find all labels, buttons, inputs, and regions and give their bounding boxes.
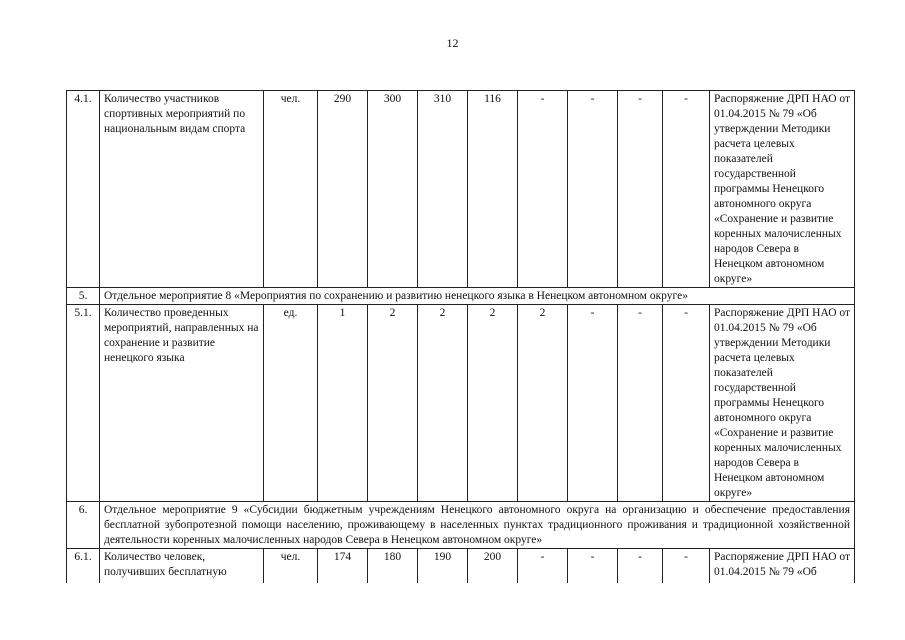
section-title: Отдельное мероприятие 8 «Мероприятия по сохранению и развитию ненецкого языка в Ненецком автономном округе»: [100, 288, 855, 305]
value-cell: -: [518, 91, 568, 288]
value-cell: -: [618, 305, 663, 502]
unit-cell: ед.: [264, 305, 318, 502]
value-cell: 290: [318, 91, 368, 288]
value-cell: 2: [368, 305, 418, 502]
indicator-name: Количество человек, получивших бесплатную: [100, 549, 264, 583]
value-cell: -: [568, 549, 618, 583]
value-cell: -: [518, 549, 568, 583]
table-row: [67, 305, 855, 502]
page-number: 12: [446, 36, 459, 50]
value-cell: 310: [418, 91, 468, 288]
value-cell: 200: [468, 549, 518, 583]
value-cell: -: [663, 305, 710, 502]
unit-cell: чел.: [264, 91, 318, 288]
value-cell: -: [618, 91, 663, 288]
indicator-name: Количество участников спортивных мероприятий по национальным видам спорта: [100, 91, 264, 288]
value-cell: -: [568, 91, 618, 288]
value-cell: 180: [368, 549, 418, 583]
section-row: [67, 288, 855, 305]
table-row: [67, 549, 855, 583]
value-cell: 2: [468, 305, 518, 502]
value-cell: -: [568, 305, 618, 502]
value-cell: -: [663, 91, 710, 288]
value-cell: 300: [368, 91, 418, 288]
section-number: 6.: [67, 502, 100, 549]
indicator-name: Количество проведенных мероприятий, направленных на сохранение и развитие ненецкого языка: [100, 305, 264, 502]
table-row: [67, 91, 855, 288]
value-cell: -: [663, 549, 710, 583]
row-number: 6.1.: [67, 549, 100, 583]
source-cell: Распоряжение ДРП НАО от 01.04.2015 № 79 «Об: [710, 549, 855, 583]
value-cell: 2: [518, 305, 568, 502]
value-cell: 174: [318, 549, 368, 583]
value-cell: 1: [318, 305, 368, 502]
source-cell: Распоряжение ДРП НАО от 01.04.2015 № 79 «Об утверждении Методики расчета целевых показателей государственной программы Ненецкого автономного округа «Сохранение и развитие коренных малочисленных народов Севера в Ненецком автономном округе»: [710, 305, 855, 502]
row-number: 5.1.: [67, 305, 100, 502]
indicators-table: [66, 90, 855, 583]
value-cell: 2: [418, 305, 468, 502]
row-number: 4.1.: [67, 91, 100, 288]
value-cell: 116: [468, 91, 518, 288]
value-cell: -: [618, 549, 663, 583]
section-number: 5.: [67, 288, 100, 305]
unit-cell: чел.: [264, 549, 318, 583]
section-title: Отдельное мероприятие 9 «Субсидии бюджетным учреждениям Ненецкого автономного округа на организацию и обеспечение предоставления бесплатной зубопротезной помощи населению, проживающему в населенных пунктах традиционного проживания и традиционной хозяйственной деятельности коренных малочисленных народов Севера в Ненецком автономном округе»: [100, 502, 855, 549]
value-cell: 190: [418, 549, 468, 583]
section-row: [67, 502, 855, 549]
source-cell: Распоряжение ДРП НАО от 01.04.2015 № 79 «Об утверждении Методики расчета целевых показателей государственной программы Ненецкого автономного округа «Сохранение и развитие коренных малочисленных народов Севера в Ненецком автономном округе»: [710, 91, 855, 288]
